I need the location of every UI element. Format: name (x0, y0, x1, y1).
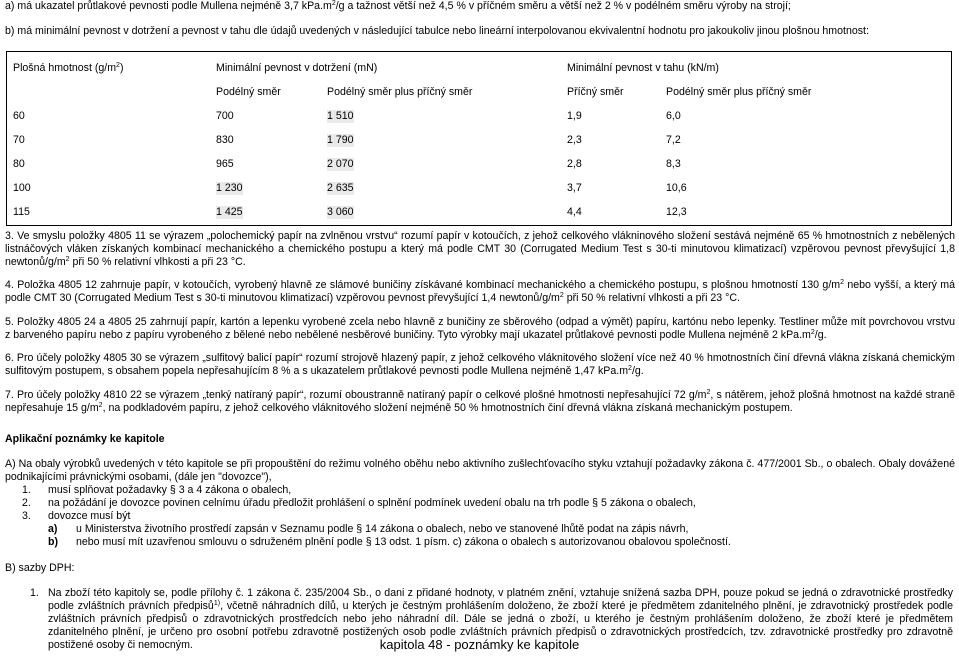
table-cell: 100 (13, 182, 31, 194)
table-cell: 70 (13, 134, 25, 146)
table-cell: 2 070 (327, 158, 354, 170)
table-cell: 1,9 (567, 110, 582, 122)
strength-table (6, 51, 952, 226)
table-cell: 12,3 (666, 206, 687, 218)
table-cell: 3,7 (567, 182, 582, 194)
table-cell: 8,3 (666, 158, 681, 170)
col-header-tensile-strength: Minimální pevnost v tahu (kN/m) (567, 62, 719, 74)
note-4: 4. Položka 4805 12 zahrnuje papír, v kotoučích, vyrobený hlavně ze slámové buničiny získávané kombinací mechanického a chemického postupu, s plošnou hmotností 130 $g/m^2$ nebo vyšší, a který má podle CMT 30 (Corrugated Medium Test s 30-ti minutovou klimatizací) vzpěrovou pevnost převyšující 1,4 newtonů/$g/m^2$ při 50 % relativní vlhkosti a při 23 °C. (5, 279, 955, 304)
note-6: 6. Pro účely položky 4805 30 se výrazem „sulfitový balicí papír“ rozumí strojově hlazený papír, z jehož celkového vláknitového složení více než 40 % hmotnostních činí dřevná vlákna získaná chemickým sulfitovým postupem, s obsahem popela nepřesahujícím 8 % a s ukazatelem průtlakové pevnosti podle Mullena nejméně 1,47 $kPa.m^2/g$. (5, 352, 955, 377)
table-cell: 1 425 (216, 206, 243, 218)
sublist-label: b) (48, 536, 58, 548)
subheader-cd: Příčný směr (567, 86, 624, 98)
table-cell: 2 635 (327, 182, 354, 194)
list-item-number: 3. (22, 510, 31, 522)
table-cell: 6,0 (666, 110, 681, 122)
table-cell: 700 (216, 110, 234, 122)
note-3: 3. Ve smyslu položky 4805 11 se výrazem „polochemický papír na zvlněnou vrstvu“ rozumí papír v kotoučích, z jehož celkového vlákninového složení sestává nejméně 65 % hmotnostních z nebělených listnáčových vláken získaných kombinací mechanického a chemického postupu a který má podle CMT 30 (Corrugated Medium Test s 30-ti minutovou klimatizací) vzpěrovou pevnost převyšující 1,8 newtonů/$g/m^2$ při 50 % relativní vlhkosti a při 23 °C. (5, 230, 955, 268)
application-notes-heading: Aplikační poznámky ke kapitole (5, 433, 165, 445)
subheader-md-cd-tensile: Podélný směr plus příčný směr (666, 86, 812, 98)
note-5: 5. Položky 4805 24 a 4805 25 zahrnují papír, kartón a lepenku vyrobené zcela nebo hlavně z buničiny ze sběrového (odpad a výmět) papíru, kartónu nebo lepenky. Testliner může mít povrchovou vrstvu z barveného papíru nebo z papíru vyrobeného z bělené nebo nebělené nesběrové buničiny. Tyto výrobky mají ukazatel průtlakové pevnosti podle Mullena nejméně 2 $kPa.m^2/g$. (5, 316, 955, 341)
vat-note-1: Na zboží této kapitoly se, podle přílohy č. 1 zákona č. 235/2004 Sb., o dani z přidané hodnoty, v platném znění, vztahuje snížená sazba DPH, pouze pokud se jedná o zdravotnické prostředky podle zvláštních právních předpisů$^{1)}$, včetně náhradních dílů, u kterých je čestným prohlášením doloženo, že zboží které je předmětem zdanitelného plnění, je zdravotnický prostředek podle zvláštních právních předpisů o zdravotnických prostředcích nebo jeho náhradní díl. Dále se jedná o zboží, u kterého je čestným prohlášením doloženo, že zboží které je předmětem zdanitelného plnění, je určeno pro osobní potřebu zdravotně postižených osob podle zvláštních právních předpisů o zdravotnických prostředcích, tzv. zdravotnické prostředky pro zdravotně postižené osoby či nemocným. (48, 587, 954, 651)
table-cell: 2,8 (567, 158, 582, 170)
list-item-number: 1. (22, 484, 31, 496)
page-footer: kapitola 48 - poznámky ke kapitole (379, 637, 580, 652)
list-item: musí splňovat požadavky § 3 a 4 zákona o obalech, (48, 484, 292, 496)
application-note-a: A) Na obaly výrobků uvedených v této kapitole se při propouštění do režimu volného oběhu nebo aktivního zušlechťovacího styku vztahují požadavky zákona č. 477/2001 Sb., o obalech. Obaly dovážené podnikajícími právnickými osobami, (dále jen "dovozce"), (5, 458, 955, 483)
list-item-number: 2. (22, 497, 31, 509)
table-cell: 7,2 (666, 134, 681, 146)
table-cell: 830 (216, 134, 234, 146)
table-cell: 60 (13, 110, 25, 122)
table-cell: 2,3 (567, 134, 582, 146)
col-header-basis-weight: Plošná hmotnost $(g/m^2)$ (13, 62, 124, 74)
sublist-item: nebo musí mít uzavřenou smlouvu o sdruženém plnění podle § 13 odst. 1 písm. c) zákona o obalech s autorizovanou obalovou společností. (76, 536, 731, 548)
note-7: 7. Pro účely položky 4810 22 se výrazem „tenký natíraný papír“, rozumí oboustranně natíraný papír o celkové plošné hmotnosti nepřesahující 72 $g/m^2$, s nátěrem, jehož plošná hmotnost na každé straně nepřesahuje 15 $g/m^2$, na podkladovém papíru, z jehož celkového vláknitového složení nejméně 50 % hmotnostních činí dřevná vlákna získaná mechanickým postupem. (5, 389, 955, 414)
list-item: na požádání je dovozce povinen celnímu úřadu předložit prohlášení o splnění podmínek uvedení obalu na trh podle § 5 zákona o obalech, (48, 497, 696, 509)
subheader-md: Podélný směr (216, 86, 281, 98)
list-item: dovozce musí být (48, 510, 131, 522)
col-header-tear-strength: Minimální pevnost v dotržení (mN) (216, 62, 378, 74)
table-cell: 1 790 (327, 134, 354, 146)
list-item-number: 1. (30, 587, 39, 599)
subheader-md-cd: Podélný směr plus příčný směr (327, 86, 473, 98)
item-b-text: b) má minimální pevnost v dotržení a pevnost v tahu dle údajů uvedených v následující tabulce nebo lineární interpolovanou ekvivalentní hodnotu pro jakoukoliv jinou plošnou hmotnost: (5, 25, 869, 37)
table-cell: 1 510 (327, 110, 354, 122)
table-cell: 80 (13, 158, 25, 170)
table-cell: 3 060 (327, 206, 354, 218)
vat-rates-label: B) sazby DPH: (5, 562, 75, 574)
table-cell: 10,6 (666, 182, 687, 194)
item-a-text: a) má ukazatel průtlakové pevnosti podle Mullena nejméně 3,7 $kPa.m^2/g$ a tažnost větší než 4,5 % v příčném směru a větší než 2 % v podélném směru výroby na strojí; (5, 0, 791, 12)
table-cell: 115 (13, 206, 30, 218)
table-cell: 4,4 (567, 206, 582, 218)
table-cell: 965 (216, 158, 234, 170)
sublist-item: u Ministerstva životního prostředí zapsán v Seznamu podle § 14 zákona o obalech, nebo ve stanovené lhůtě podat na zápis návrh, (76, 523, 689, 535)
sublist-label: a) (48, 523, 58, 535)
table-cell: 1 230 (216, 182, 243, 194)
